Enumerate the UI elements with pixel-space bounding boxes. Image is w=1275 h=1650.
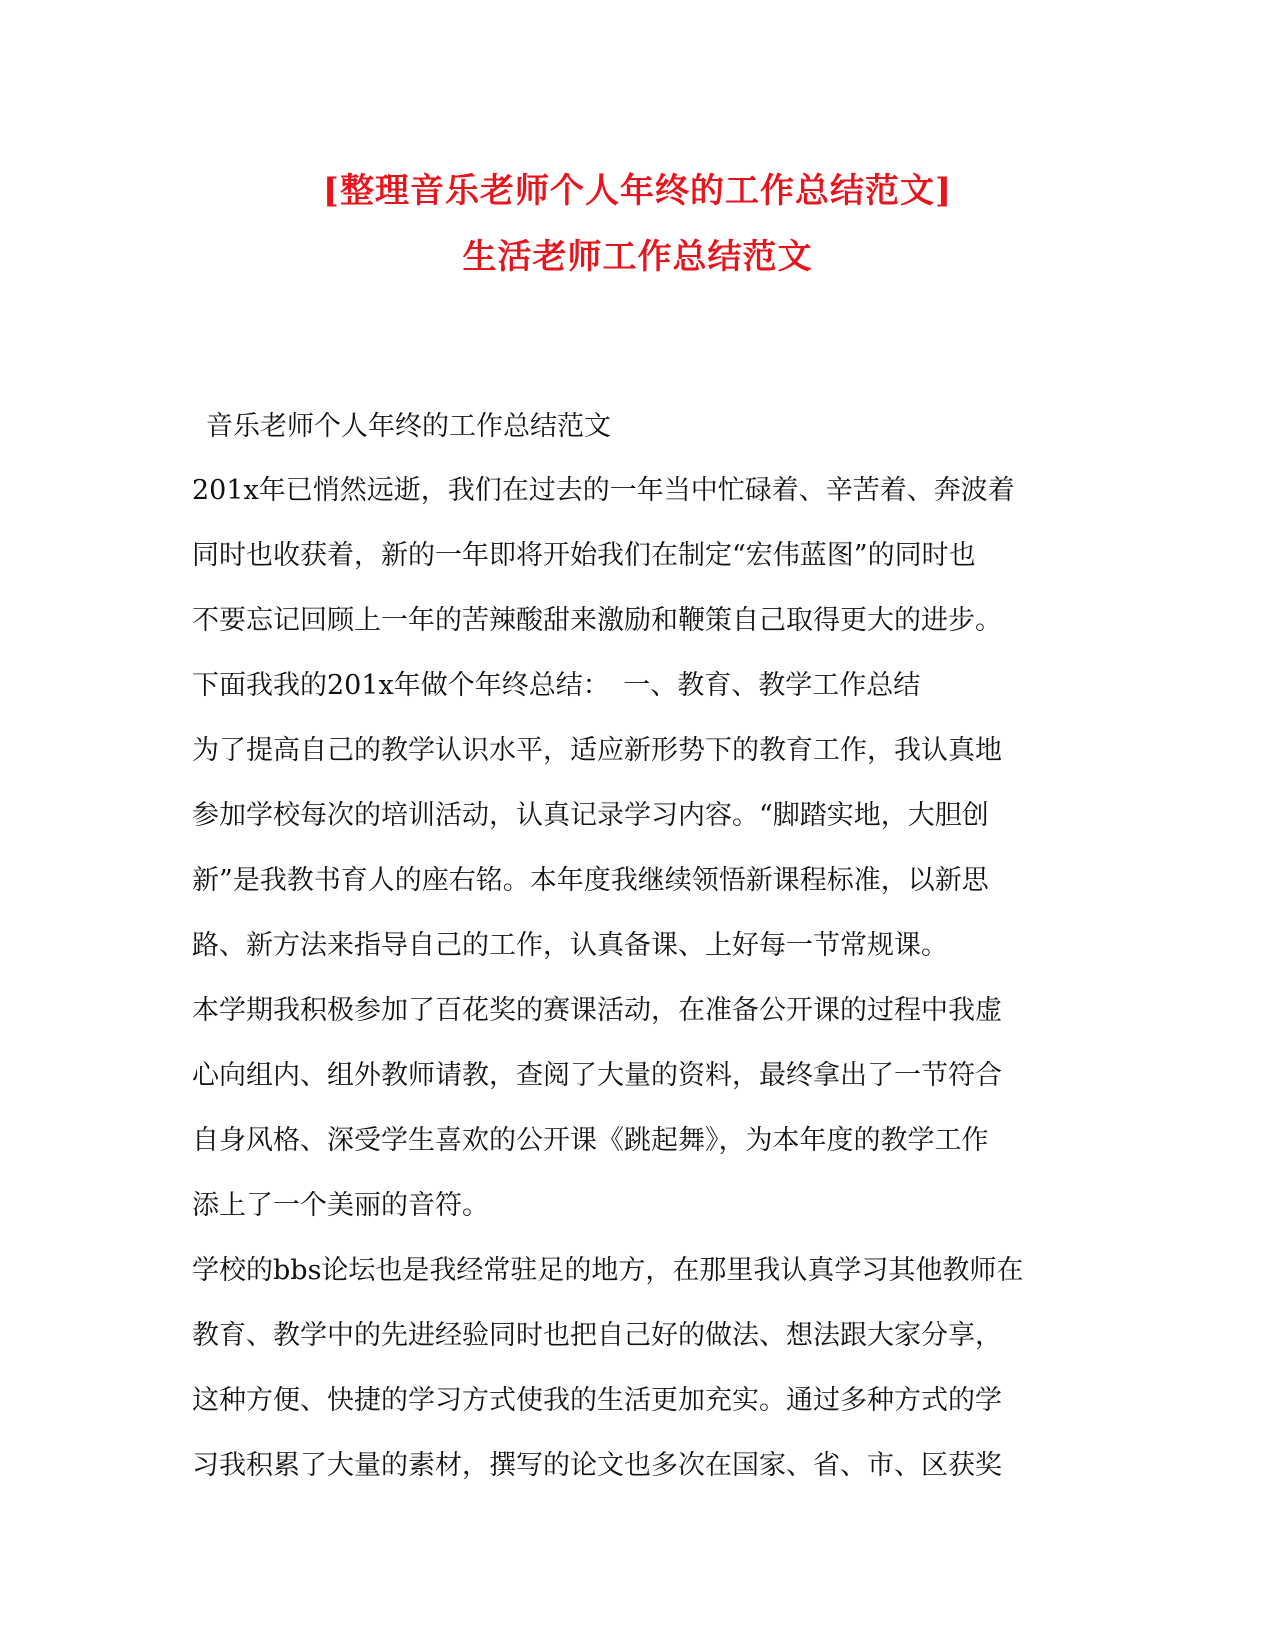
paragraph-line: 学校的bbs论坛也是我经常驻足的地方，在那里我认真学习其他教师在 — [192, 1255, 1024, 1286]
paragraph-line: 同时也收获着，新的一年即将开始我们在制定“宏伟蓝图”的同时也 — [192, 540, 976, 571]
document-title — [0, 158, 1275, 290]
paragraph-line: 201x年已悄然远逝，我们在过去的一年当中忙碌着、辛苦着、奔波着 — [192, 475, 1015, 506]
paragraph-line: 教育、教学中的先进经验同时也把自己好的做法、想法跟大家分享， — [192, 1320, 1002, 1351]
title-line-2: 生活老师工作总结范文 — [462, 237, 813, 277]
title-line-1: [整理音乐老师个人年终的工作总结范文] — [322, 171, 953, 211]
paragraph-line: 本学期我积极参加了百花奖的赛课活动，在准备公开课的过程中我虚 — [192, 995, 1002, 1026]
paragraph-line: 这种方便、快捷的学习方式使我的生活更加充实。通过多种方式的学 — [192, 1385, 1002, 1416]
paragraph-line: 参加学校每次的培训活动，认真记录学习内容。“脚踏实地，大胆创 — [192, 800, 989, 831]
section-subheading: 音乐老师个人年终的工作总结范文 — [206, 411, 611, 442]
paragraph-line: 添上了一个美丽的音符。 — [192, 1190, 489, 1221]
paragraph-line: 路、新方法来指导自己的工作，认真备课、上好每一节常规课。 — [192, 930, 948, 961]
paragraph-line: 下面我我的201x年做个年终总结： 一、教育、教学工作总结 — [192, 670, 921, 701]
paragraph-line: 新”是我教书育人的座右铭。本年度我继续领悟新课程标准，以新思 — [192, 865, 989, 896]
paragraph-line: 习我积累了大量的素材，撰写的论文也多次在国家、省、市、区获奖 — [192, 1450, 1002, 1481]
paragraph-line: 不要忘记回顾上一年的苦辣酸甜来激励和鞭策自己取得更大的进步。 — [192, 605, 1002, 636]
paragraph-line: 为了提高自己的教学认识水平，适应新形势下的教育工作，我认真地 — [192, 735, 1002, 766]
document-body — [192, 405, 1092, 1509]
paragraph-line: 自身风格、深受学生喜欢的公开课《跳起舞》，为本年度的教学工作 — [192, 1125, 989, 1156]
paragraph-line: 心向组内、组外教师请教，查阅了大量的资料，最终拿出了一节符合 — [192, 1060, 1002, 1091]
